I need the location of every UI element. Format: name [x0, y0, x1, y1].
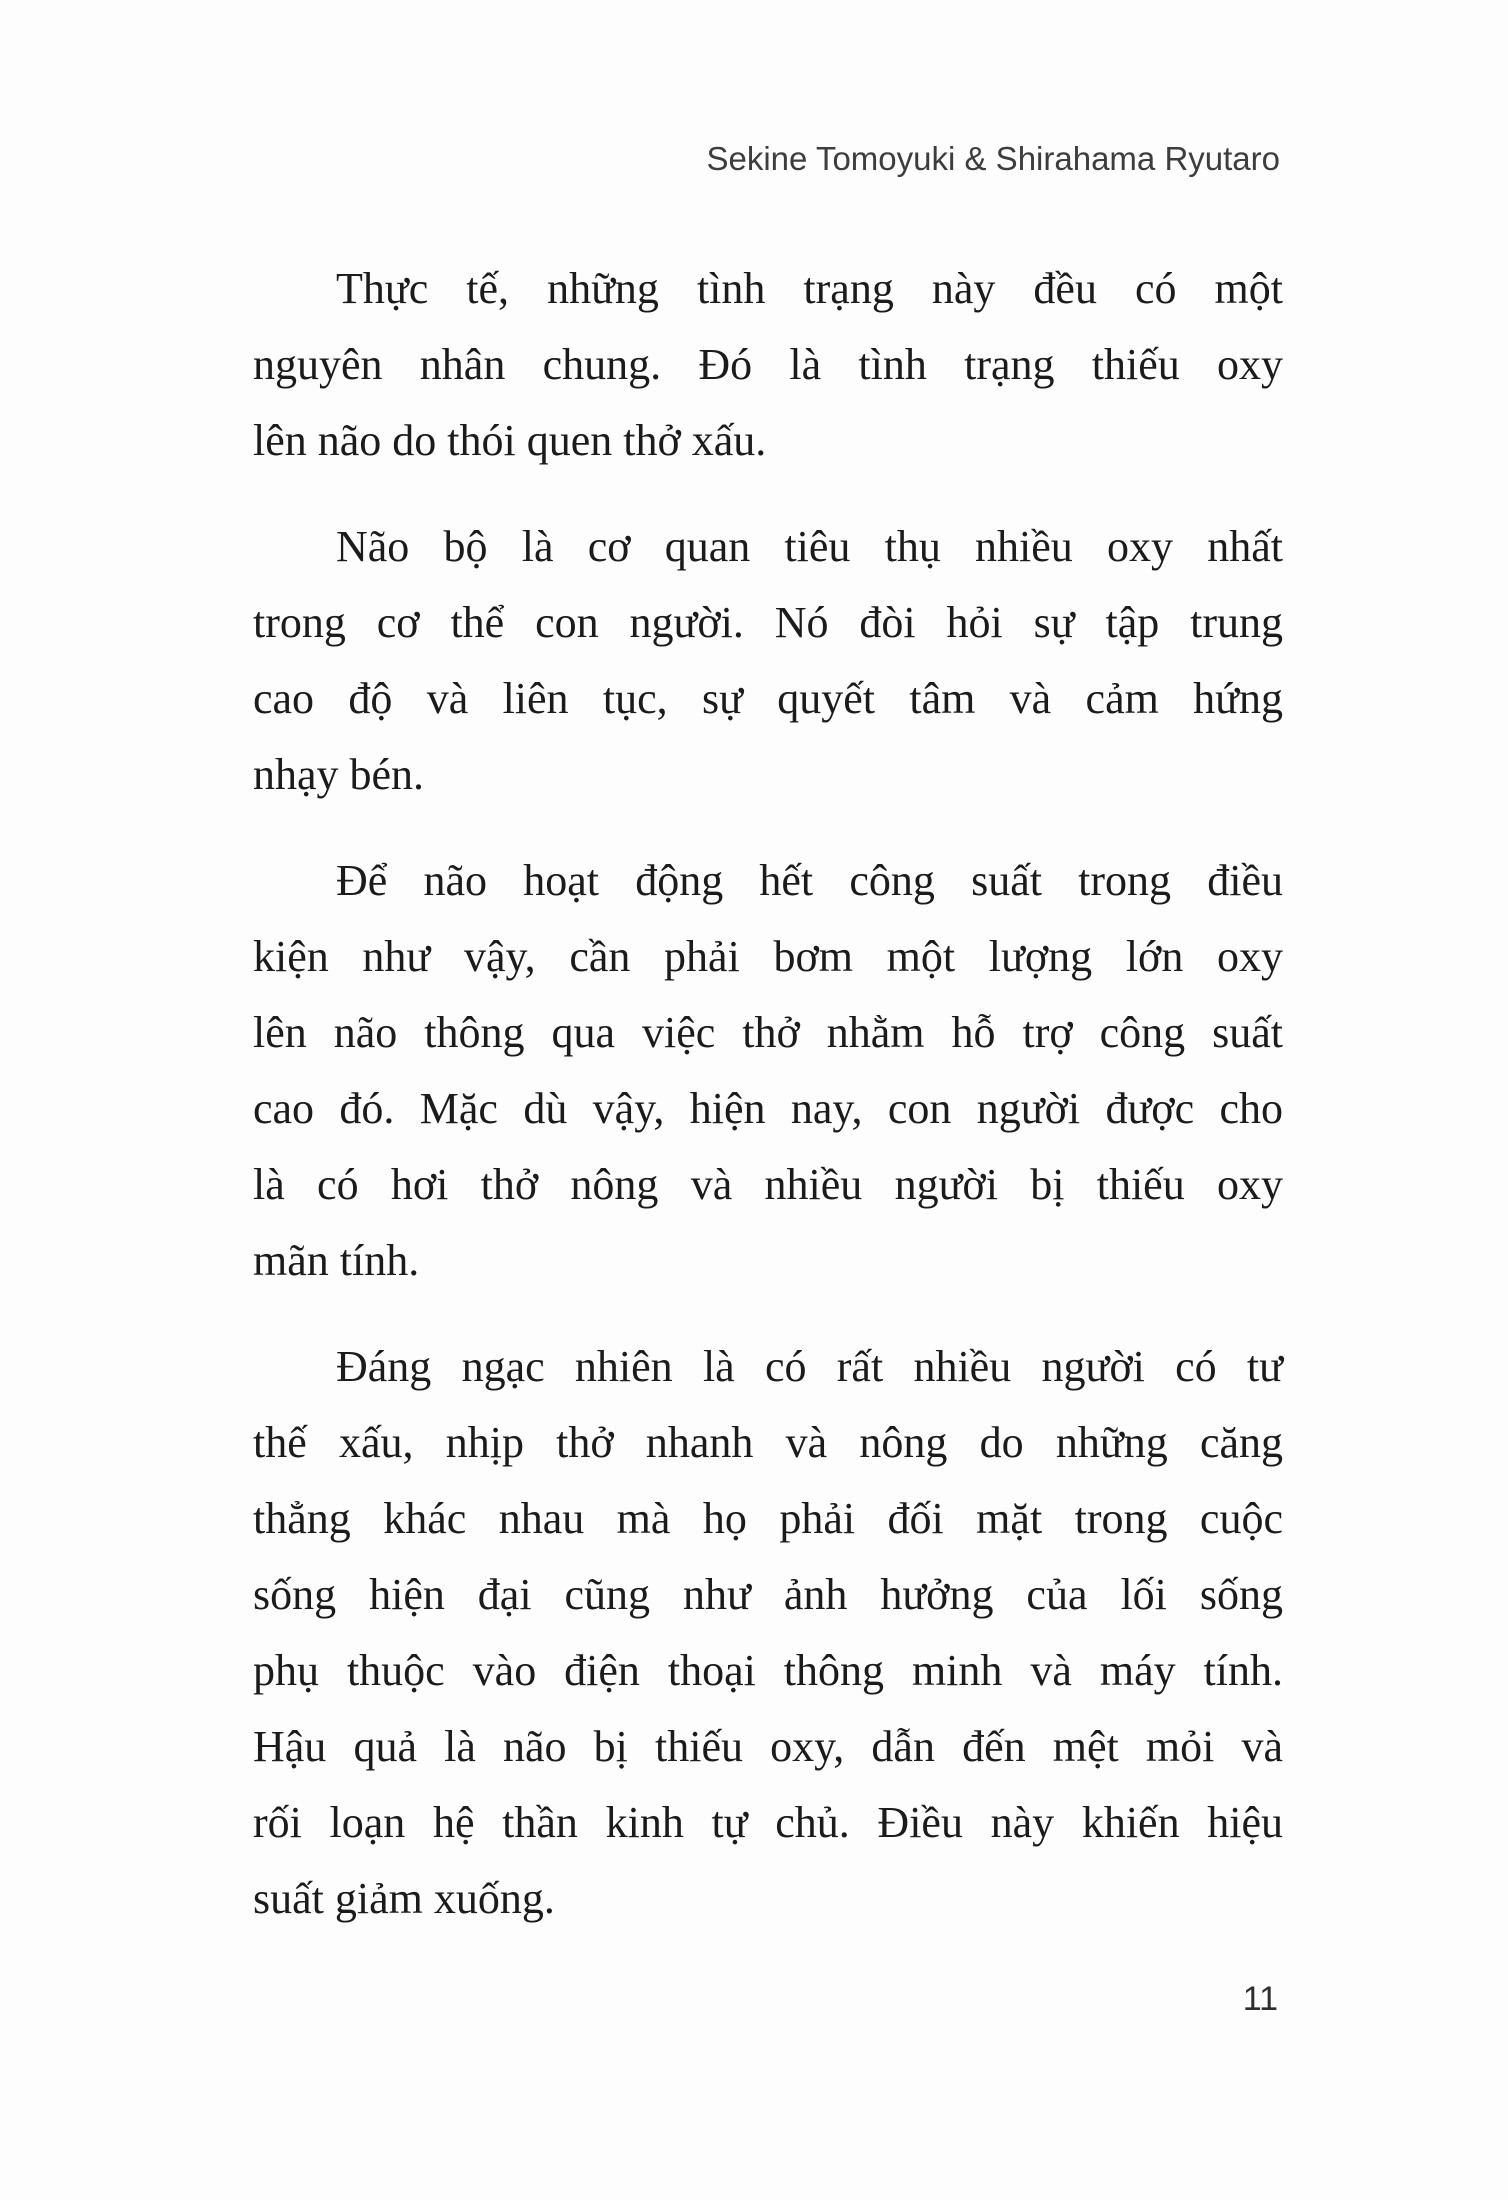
text-line: kiện như vậy, cần phải bơm một lượng lớn oxy	[253, 932, 1283, 981]
text-line: nguyên nhân chung. Đó là tình trạng thiếu oxy	[253, 340, 1283, 389]
paragraph	[253, 1329, 1283, 1937]
text-line: lên não do thói quen thở xấu.	[253, 416, 767, 465]
text-line: cao độ và liên tục, sự quyết tâm và cảm hứng	[253, 674, 1283, 723]
text-line: Hậu quả là não bị thiếu oxy, dẫn đến mệt mỏi và	[253, 1722, 1283, 1771]
text-line: Thực tế, những tình trạng này đều có một	[336, 264, 1283, 313]
text-line: trong cơ thể con người. Nó đòi hỏi sự tập trung	[253, 598, 1283, 647]
text-line: Đáng ngạc nhiên là có rất nhiều người có tư	[336, 1342, 1283, 1391]
paragraph	[253, 509, 1283, 813]
text-line: mãn tính.	[253, 1236, 420, 1285]
paragraph	[253, 251, 1283, 479]
text-line: thẳng khác nhau mà họ phải đối mặt trong cuộc	[253, 1494, 1283, 1543]
text-line: rối loạn hệ thần kinh tự chủ. Điều này khiến hiệu	[253, 1798, 1283, 1847]
text-line: cao đó. Mặc dù vậy, hiện nay, con người được cho	[253, 1084, 1283, 1133]
running-header: Sekine Tomoyuki & Shirahama Ryutaro	[706, 140, 1280, 177]
text-line: nhạy bén.	[253, 750, 425, 799]
body-text	[253, 251, 1283, 1967]
text-line: phụ thuộc vào điện thoại thông minh và máy tính.	[253, 1646, 1283, 1695]
page-number: 11	[1242, 1980, 1278, 2018]
text-line: sống hiện đại cũng như ảnh hưởng của lối sống	[253, 1570, 1283, 1619]
text-line: Để não hoạt động hết công suất trong điều	[336, 856, 1283, 905]
text-line: Não bộ là cơ quan tiêu thụ nhiều oxy nhất	[336, 522, 1283, 571]
text-line: là có hơi thở nông và nhiều người bị thiếu oxy	[253, 1160, 1283, 1209]
text-line: lên não thông qua việc thở nhằm hỗ trợ công suất	[253, 1008, 1283, 1057]
paragraph	[253, 843, 1283, 1299]
text-line: suất giảm xuống.	[253, 1874, 555, 1923]
text-line: thế xấu, nhịp thở nhanh và nông do những căng	[253, 1418, 1283, 1467]
